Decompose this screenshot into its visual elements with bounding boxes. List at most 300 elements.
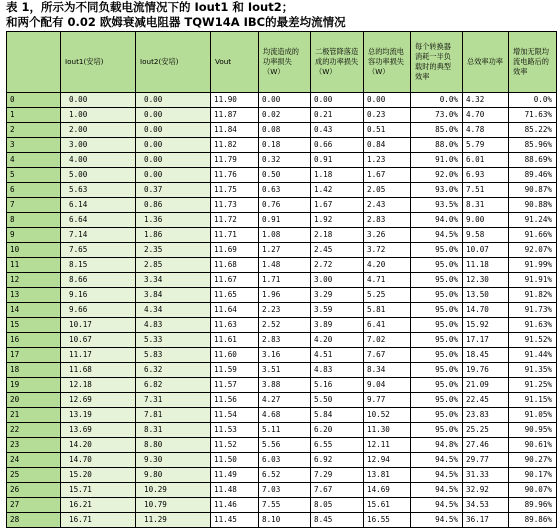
table-row: [7, 483, 557, 498]
table-cell: 10.52: [364, 408, 411, 423]
table-cell: 7.03: [259, 483, 311, 498]
table-cell: 6.20: [311, 423, 364, 438]
table-cell: 95.0%: [411, 243, 463, 258]
table-cell: 91.73%: [509, 303, 557, 318]
table-cell: 90.61%: [509, 438, 557, 453]
table-cell: 0.43: [311, 123, 364, 138]
table-cell: 13.69: [61, 423, 136, 438]
table-cell: 89.46%: [509, 168, 557, 183]
table-cell: 16.71: [61, 513, 136, 528]
table-cell: 11.30: [364, 423, 411, 438]
table-cell: 11.59: [211, 363, 259, 378]
table-cell: 91.05%: [509, 408, 557, 423]
table-cell: 89.96%: [509, 498, 557, 513]
table-cell: 16.55: [364, 513, 411, 528]
table-cell: 1.42: [311, 183, 364, 198]
table-cell: 1.67: [311, 198, 364, 213]
table-cell: 91.0%: [411, 153, 463, 168]
table-cell: 10.17: [61, 318, 136, 333]
table-cell: 0.00: [311, 93, 364, 108]
table-cell: 29.77: [463, 453, 509, 468]
table-cell: 95.0%: [411, 348, 463, 363]
table-cell: 12.94: [364, 453, 411, 468]
table-cell: 8.05: [311, 498, 364, 513]
table-cell: 11.56: [211, 393, 259, 408]
table-cell: 11.84: [211, 123, 259, 138]
table-cell: 3.16: [259, 348, 311, 363]
table-cell: 6.55: [311, 438, 364, 453]
table-cell: 1.71: [259, 273, 311, 288]
row-index-cell: 21: [7, 408, 61, 423]
table-cell: 13.81: [364, 468, 411, 483]
table-row: [7, 93, 557, 108]
row-index-cell: 9: [7, 228, 61, 243]
table-cell: 7.67: [364, 348, 411, 363]
table-cell: 8.31: [463, 198, 509, 213]
table-cell: 32.92: [463, 483, 509, 498]
table-cell: 3.51: [259, 363, 311, 378]
table-cell: 11.75: [211, 183, 259, 198]
row-index-cell: 24: [7, 453, 61, 468]
table-cell: 0.00: [259, 93, 311, 108]
table-cell: 0.02: [259, 108, 311, 123]
table-cell: 5.00: [61, 168, 136, 183]
table-row: [7, 273, 557, 288]
table-cell: 8.10: [259, 513, 311, 528]
column-header-3: Vout: [211, 32, 259, 93]
table-cell: 92.07%: [509, 243, 557, 258]
table-cell: 5.25: [364, 288, 411, 303]
table-cell: 18.45: [463, 348, 509, 363]
table-cell: 0.91: [311, 153, 364, 168]
table-cell: 31.33: [463, 468, 509, 483]
table-cell: 0.00: [136, 168, 211, 183]
table-cell: 1.67: [364, 168, 411, 183]
table-cell: 3.26: [364, 228, 411, 243]
load-current-table: [6, 31, 557, 528]
table-cell: 90.17%: [509, 468, 557, 483]
table-cell: 91.25%: [509, 378, 557, 393]
row-index-cell: 7: [7, 198, 61, 213]
table-cell: 0.23: [364, 108, 411, 123]
table-cell: 11.52: [211, 438, 259, 453]
table-cell: 7.55: [259, 498, 311, 513]
table-cell: 9.58: [463, 228, 509, 243]
table-cell: 3.84: [136, 288, 211, 303]
table-cell: 3.29: [311, 288, 364, 303]
row-index-cell: 19: [7, 378, 61, 393]
table-cell: 90.27%: [509, 453, 557, 468]
table-cell: 4.83: [311, 363, 364, 378]
table-row: [7, 123, 557, 138]
table-cell: 3.59: [311, 303, 364, 318]
table-cell: 5.81: [364, 303, 411, 318]
table-cell: 91.63%: [509, 318, 557, 333]
table-cell: 93.5%: [411, 198, 463, 213]
table-cell: 16.21: [61, 498, 136, 513]
table-caption: [0, 0, 560, 32]
table-cell: 11.90: [211, 93, 259, 108]
table-cell: 1.96: [259, 288, 311, 303]
table-cell: 10.79: [136, 498, 211, 513]
table-row: [7, 333, 557, 348]
table-row: [7, 213, 557, 228]
table-cell: 2.85: [136, 258, 211, 273]
table-cell: 6.52: [259, 468, 311, 483]
table-cell: 88.0%: [411, 138, 463, 153]
table-cell: 4.20: [364, 258, 411, 273]
row-index-cell: 10: [7, 243, 61, 258]
table-cell: 11.50: [211, 453, 259, 468]
row-index-cell: 5: [7, 168, 61, 183]
table-cell: 1.48: [259, 258, 311, 273]
table-cell: 23.83: [463, 408, 509, 423]
table-cell: 4.68: [259, 408, 311, 423]
table-cell: 1.00: [61, 108, 136, 123]
table-cell: 15.61: [364, 498, 411, 513]
table-cell: 10.67: [61, 333, 136, 348]
table-cell: 91.91%: [509, 273, 557, 288]
table-cell: 19.76: [463, 363, 509, 378]
table-cell: 14.20: [61, 438, 136, 453]
table-cell: 93.0%: [411, 183, 463, 198]
table-cell: 1.08: [259, 228, 311, 243]
table-cell: 3.34: [136, 273, 211, 288]
table-cell: 95.0%: [411, 423, 463, 438]
caption-line-1: 表 1，所示为不同负载电流情况下的 Iout1 和 Iout2；: [6, 0, 294, 14]
table-cell: 1.92: [311, 213, 364, 228]
table-row: [7, 288, 557, 303]
table-cell: 0.0%: [411, 93, 463, 108]
table-cell: 4.00: [61, 153, 136, 168]
caption-line-2: 和两个配有 0.02 欧姆衰减电阻器 TQW14A IBC的最差均流情况: [6, 15, 346, 29]
row-index-cell: 2: [7, 123, 61, 138]
table-cell: 3.00: [311, 273, 364, 288]
table-cell: 2.72: [311, 258, 364, 273]
table-cell: 91.52%: [509, 333, 557, 348]
row-index-cell: 20: [7, 393, 61, 408]
table-cell: 11.18: [463, 258, 509, 273]
table-cell: 6.32: [136, 363, 211, 378]
table-cell: 5.83: [136, 348, 211, 363]
table-cell: 5.16: [311, 378, 364, 393]
table-cell: 12.18: [61, 378, 136, 393]
row-index-cell: 23: [7, 438, 61, 453]
table-cell: 4.32: [463, 93, 509, 108]
table-cell: 91.66%: [509, 228, 557, 243]
table-cell: 92.0%: [411, 168, 463, 183]
table-cell: 95.0%: [411, 303, 463, 318]
table-cell: 15.71: [61, 483, 136, 498]
table-cell: 85.0%: [411, 123, 463, 138]
table-cell: 5.11: [259, 423, 311, 438]
row-index-cell: 6: [7, 183, 61, 198]
table-cell: 21.09: [463, 378, 509, 393]
table-cell: 73.0%: [411, 108, 463, 123]
row-index-cell: 22: [7, 423, 61, 438]
table-cell: 5.50: [311, 393, 364, 408]
table-cell: 10.07: [463, 243, 509, 258]
table-row: [7, 303, 557, 318]
table-cell: 91.15%: [509, 393, 557, 408]
table-cell: 6.03: [259, 453, 311, 468]
table-cell: 95.0%: [411, 273, 463, 288]
column-header-1: Iout1(安培): [61, 32, 136, 93]
table-cell: 4.20: [311, 333, 364, 348]
table-cell: 0.84: [364, 138, 411, 153]
table-cell: 11.17: [61, 348, 136, 363]
table-cell: 5.56: [259, 438, 311, 453]
table-cell: 9.77: [364, 393, 411, 408]
table-cell: 0.18: [259, 138, 311, 153]
row-index-cell: 12: [7, 273, 61, 288]
table-body: [7, 93, 557, 528]
table-cell: 95.0%: [411, 258, 463, 273]
table-cell: 91.24%: [509, 213, 557, 228]
table-cell: 6.64: [61, 213, 136, 228]
table-cell: 0.32: [259, 153, 311, 168]
table-cell: 95.0%: [411, 408, 463, 423]
table-cell: 22.45: [463, 393, 509, 408]
table-cell: 1.36: [136, 213, 211, 228]
table-cell: 0.50: [259, 168, 311, 183]
table-cell: 0.00: [136, 123, 211, 138]
table-row: [7, 423, 557, 438]
table-row: [7, 408, 557, 423]
table-cell: 0.66: [311, 138, 364, 153]
table-cell: 5.79: [463, 138, 509, 153]
table-cell: 11.71: [211, 228, 259, 243]
table-cell: 1.27: [259, 243, 311, 258]
column-header-2: Iout2(安培): [136, 32, 211, 93]
table-cell: 14.70: [463, 303, 509, 318]
table-cell: 8.80: [136, 438, 211, 453]
table-cell: 11.53: [211, 423, 259, 438]
table-cell: 15.20: [61, 468, 136, 483]
table-cell: 7.65: [61, 243, 136, 258]
table-cell: 90.07%: [509, 483, 557, 498]
table-cell: 11.67: [211, 273, 259, 288]
table-row: [7, 258, 557, 273]
column-header-5: 二极管降落造成的功率损失（W）: [311, 32, 364, 93]
table-cell: 4.27: [259, 393, 311, 408]
table-row: [7, 468, 557, 483]
table-cell: 95.0%: [411, 378, 463, 393]
table-row: [7, 228, 557, 243]
table-cell: 6.01: [463, 153, 509, 168]
table-row: [7, 183, 557, 198]
table-cell: 1.86: [136, 228, 211, 243]
table-cell: 6.92: [311, 453, 364, 468]
table-row: [7, 138, 557, 153]
header-row: [7, 32, 557, 93]
table-cell: 6.93: [463, 168, 509, 183]
table-row: [7, 243, 557, 258]
row-index-cell: 3: [7, 138, 61, 153]
row-index-cell: 26: [7, 483, 61, 498]
table-cell: 5.84: [311, 408, 364, 423]
table-cell: 0.37: [136, 183, 211, 198]
table-cell: 12.30: [463, 273, 509, 288]
table-cell: 2.83: [259, 333, 311, 348]
table-cell: 10.29: [136, 483, 211, 498]
table-cell: 91.82%: [509, 288, 557, 303]
table-cell: 8.34: [364, 363, 411, 378]
table-cell: 11.57: [211, 378, 259, 393]
table-cell: 11.68: [61, 363, 136, 378]
table-cell: 0.63: [259, 183, 311, 198]
column-header-0: [7, 32, 61, 93]
table-cell: 7.67: [311, 483, 364, 498]
table-cell: 9.30: [136, 453, 211, 468]
table-cell: 94.5%: [411, 513, 463, 528]
table-cell: 0.00: [136, 108, 211, 123]
row-index-cell: 4: [7, 153, 61, 168]
table-cell: 94.8%: [411, 438, 463, 453]
table-cell: 94.5%: [411, 498, 463, 513]
column-header-7: 每个转换器消耗一半负载时的典型效率: [411, 32, 463, 93]
row-index-cell: 18: [7, 363, 61, 378]
table-cell: 11.69: [211, 243, 259, 258]
table-cell: 0.00: [136, 93, 211, 108]
row-index-cell: 13: [7, 288, 61, 303]
table-cell: 0.00: [61, 93, 136, 108]
table-cell: 94.0%: [411, 213, 463, 228]
table-cell: 71.63%: [509, 108, 557, 123]
column-header-4: 均流造成的功率损失（W）: [259, 32, 311, 93]
table-cell: 11.87: [211, 108, 259, 123]
table-cell: 95.0%: [411, 333, 463, 348]
column-header-8: 总效率功率: [463, 32, 509, 93]
table-cell: 11.63: [211, 318, 259, 333]
table-cell: 85.22%: [509, 123, 557, 138]
table-row: [7, 108, 557, 123]
table-cell: 11.76: [211, 168, 259, 183]
table-cell: 2.83: [364, 213, 411, 228]
table-cell: 95.0%: [411, 288, 463, 303]
table-cell: 95.0%: [411, 363, 463, 378]
table-cell: 2.45: [311, 243, 364, 258]
table-cell: 6.14: [61, 198, 136, 213]
table-row: [7, 363, 557, 378]
table-cell: 0.00: [364, 93, 411, 108]
table-cell: 8.31: [136, 423, 211, 438]
table-cell: 5.63: [61, 183, 136, 198]
table-cell: 6.82: [136, 378, 211, 393]
table-cell: 4.34: [136, 303, 211, 318]
table-cell: 11.79: [211, 153, 259, 168]
table-cell: 13.19: [61, 408, 136, 423]
table-cell: 91.35%: [509, 363, 557, 378]
table-cell: 5.33: [136, 333, 211, 348]
table-cell: 11.60: [211, 348, 259, 363]
table-cell: 90.87%: [509, 183, 557, 198]
table-cell: 13.50: [463, 288, 509, 303]
table-cell: 11.72: [211, 213, 259, 228]
table-cell: 11.73: [211, 198, 259, 213]
table-row: [7, 198, 557, 213]
table-row: [7, 513, 557, 528]
table-cell: 9.80: [136, 468, 211, 483]
table-cell: 15.92: [463, 318, 509, 333]
table-cell: 0.08: [259, 123, 311, 138]
table-cell: 11.61: [211, 333, 259, 348]
table-cell: 7.14: [61, 228, 136, 243]
table-cell: 25.25: [463, 423, 509, 438]
table-cell: 4.83: [136, 318, 211, 333]
table-cell: 17.17: [463, 333, 509, 348]
row-index-cell: 14: [7, 303, 61, 318]
row-index-cell: 17: [7, 348, 61, 363]
table-cell: 94.5%: [411, 468, 463, 483]
table-cell: 94.5%: [411, 453, 463, 468]
table-cell: 0.21: [311, 108, 364, 123]
table-cell: 8.45: [311, 513, 364, 528]
table-cell: 6.41: [364, 318, 411, 333]
table-cell: 4.70: [463, 108, 509, 123]
table-cell: 4.78: [463, 123, 509, 138]
table-cell: 3.88: [259, 378, 311, 393]
table-cell: 4.71: [364, 273, 411, 288]
table-cell: 14.69: [364, 483, 411, 498]
table-cell: 95.0%: [411, 318, 463, 333]
table-cell: 2.18: [311, 228, 364, 243]
table-cell: 94.5%: [411, 483, 463, 498]
row-index-cell: 25: [7, 468, 61, 483]
table-cell: 2.00: [61, 123, 136, 138]
table-cell: 0.86: [136, 198, 211, 213]
table-cell: 9.66: [61, 303, 136, 318]
table-cell: 27.46: [463, 438, 509, 453]
table-cell: 1.18: [311, 168, 364, 183]
table-row: [7, 393, 557, 408]
table-cell: 11.48: [211, 483, 259, 498]
table-cell: 7.29: [311, 468, 364, 483]
row-index-cell: 0: [7, 93, 61, 108]
table-cell: 91.99%: [509, 258, 557, 273]
row-index-cell: 27: [7, 498, 61, 513]
row-index-cell: 8: [7, 213, 61, 228]
table-cell: 11.82: [211, 138, 259, 153]
table-cell: 2.23: [259, 303, 311, 318]
table-cell: 90.95%: [509, 423, 557, 438]
table-row: [7, 378, 557, 393]
table-cell: 9.04: [364, 378, 411, 393]
table-cell: 8.15: [61, 258, 136, 273]
table-row: [7, 438, 557, 453]
table-cell: 88.69%: [509, 153, 557, 168]
table-cell: 0.00: [136, 138, 211, 153]
row-index-cell: 15: [7, 318, 61, 333]
table-row: [7, 348, 557, 363]
table-cell: 9.16: [61, 288, 136, 303]
row-index-cell: 16: [7, 333, 61, 348]
table-cell: 7.02: [364, 333, 411, 348]
table-cell: 0.76: [259, 198, 311, 213]
table-cell: 11.46: [211, 498, 259, 513]
row-index-cell: 11: [7, 258, 61, 273]
table-cell: 2.35: [136, 243, 211, 258]
table-cell: 3.72: [364, 243, 411, 258]
table-cell: 11.49: [211, 468, 259, 483]
table-cell: 2.52: [259, 318, 311, 333]
table-cell: 7.51: [463, 183, 509, 198]
table-cell: 12.11: [364, 438, 411, 453]
table-cell: 94.5%: [411, 228, 463, 243]
table-cell: 11.68: [211, 258, 259, 273]
table-cell: 4.51: [311, 348, 364, 363]
table-cell: 7.31: [136, 393, 211, 408]
